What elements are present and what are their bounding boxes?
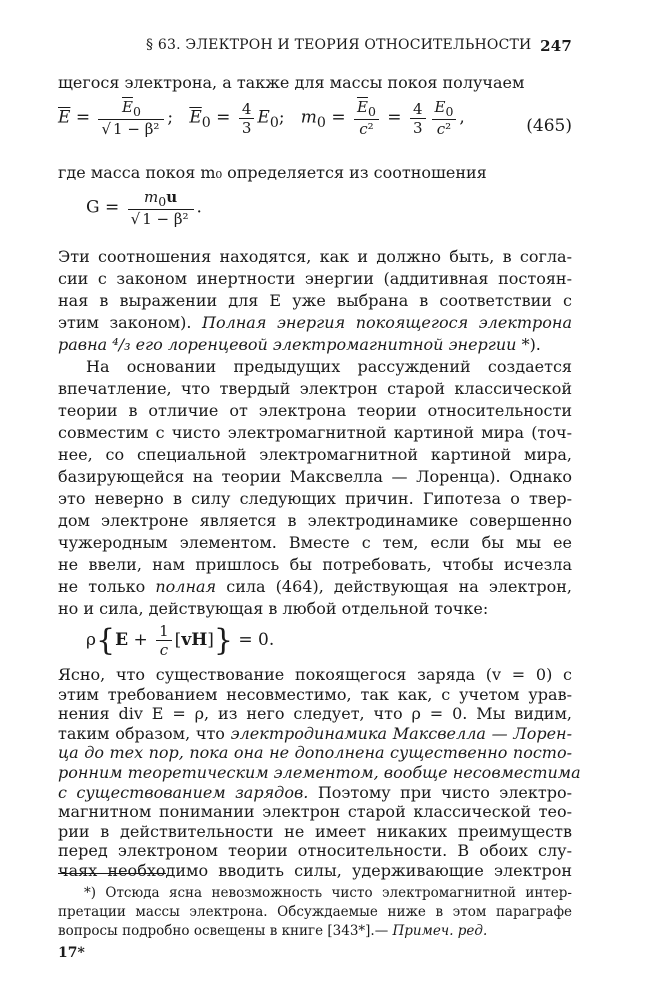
footnote-line: *) Отсюда ясна невозможность чисто электромагнитной интер- bbox=[84, 885, 572, 901]
text-line: дом электроне является в электродинамике совершенно bbox=[58, 511, 572, 530]
italic-span: Примеч. ред. bbox=[392, 923, 488, 939]
text-line bbox=[58, 334, 572, 356]
text-line: Ясно, что существование покоящегося заряда (v = 0) с bbox=[58, 665, 572, 684]
text-line: Эти соотношения находятся, как и должно быть, в согла- bbox=[58, 247, 572, 266]
text-line: На основании предыдущих рассуждений создается bbox=[86, 357, 572, 376]
text-line: совместим с чисто электромагнитной картиной мира (точ- bbox=[58, 423, 572, 442]
text-line: магнитном понимании электрон старой классической тео- bbox=[58, 802, 572, 822]
equation-number: (465) bbox=[526, 116, 572, 136]
text-line: впечатление, что твердый электрон старой классической bbox=[58, 379, 572, 398]
text-line: этим требованием несовместимо, так как, с учетом урав- bbox=[58, 684, 572, 704]
text-span: вопросы подробно освещены в книге [343*].— bbox=[58, 923, 389, 939]
italic-span: Полная энергия покоящегося электрона bbox=[201, 313, 573, 332]
italic-span: электродинамика Максвелла — Лорен- bbox=[230, 723, 572, 743]
equation-force-density: ρ{E + $\frac{1}{c}$ [vH]} = 0. bbox=[86, 622, 275, 659]
text-line: ца до тех пор, пока она не дополнена существенно посто- bbox=[58, 743, 572, 763]
footnote-ref: *). bbox=[521, 335, 541, 354]
text-line bbox=[58, 576, 572, 598]
equation-465: $\overline{E}$ = $\frac{\overline{E}_0}{\text{√ 1 − β²}}$ ; $\overline{E}_0$ = $\frac{4}{3}$ $E_0$; $m_0$ = $\frac{\overline{E}_0}{\text{c²}}$ = $\frac{4}{3}$ $\frac{E_0}{\text{c²}}$ , bbox=[58, 98, 465, 138]
text-line: базирующейся на теории Максвелла — Лоренца). Однако bbox=[58, 467, 572, 486]
text-span: таким образом, что bbox=[58, 723, 225, 743]
italic-span: полная bbox=[155, 577, 217, 596]
text-line: это неверно в силу следующих причин. Гипотеза о твер- bbox=[58, 489, 572, 508]
text-line: ронним теоретическим элементом, вообще несовместима bbox=[58, 763, 581, 782]
text-line: но и сила, действующая в любой отдельной точке: bbox=[58, 599, 489, 618]
text-line bbox=[58, 312, 572, 334]
text-line: нее, со специальной электромагнитной картиной мира, bbox=[58, 445, 572, 464]
page-number: 247 bbox=[540, 37, 572, 55]
text-line: перед электроном теории относительности. В обоих слу- bbox=[58, 841, 572, 860]
section-title: § 63. ЭЛЕКТРОН И ТЕОРИЯ ОТНОСИТЕЛЬНОСТИ bbox=[146, 37, 532, 53]
text-line: где масса покоя m₀ определяется из соотношения bbox=[58, 163, 487, 182]
text-span: сила (464), действующая на электрон, bbox=[226, 577, 573, 596]
text-span: не только bbox=[58, 577, 146, 596]
text-line: чаях необходимо вводить силы, удерживающие электрон bbox=[58, 861, 572, 880]
footnote-line bbox=[58, 922, 572, 941]
text-span: Поэтому при чисто электро- bbox=[317, 782, 573, 802]
signature-mark: 17* bbox=[58, 945, 85, 961]
text-line: щегося электрона, а также для массы покоя получаем bbox=[58, 73, 525, 92]
book-page bbox=[58, 0, 581, 987]
equation-momentum: G = $\frac{m_0u}{\text{√ 1 − β²}}$ . bbox=[86, 188, 202, 228]
text-line: нения div E = ρ, из него следует, что ρ = 0. Мы видим, bbox=[58, 704, 572, 724]
text-line: сии с законом инертности энергии (аддитивная постоян- bbox=[58, 269, 572, 288]
italic-span: с существованием зарядов. bbox=[58, 782, 309, 802]
text-line: ная в выражении для E уже выбрана в соответствии с bbox=[58, 291, 572, 310]
footnote-line: претации массы электрона. Обсуждаемые ниже в этом параграфе bbox=[58, 904, 572, 920]
italic-span: равна ⁴/₃ его лоренцевой электромагнитной энергии bbox=[58, 335, 517, 354]
text-span: этим законом). bbox=[58, 313, 192, 332]
text-line: не ввели, нам пришлось бы потребовать, чтобы исчезла bbox=[58, 555, 572, 574]
text-line: чужеродным элементом. Вместе с тем, если бы мы ее bbox=[58, 533, 572, 552]
text-line: теории в отличие от электрона теории относительности bbox=[58, 401, 572, 420]
text-line: рии в действительности не имеет никаких преимуществ bbox=[58, 821, 572, 841]
